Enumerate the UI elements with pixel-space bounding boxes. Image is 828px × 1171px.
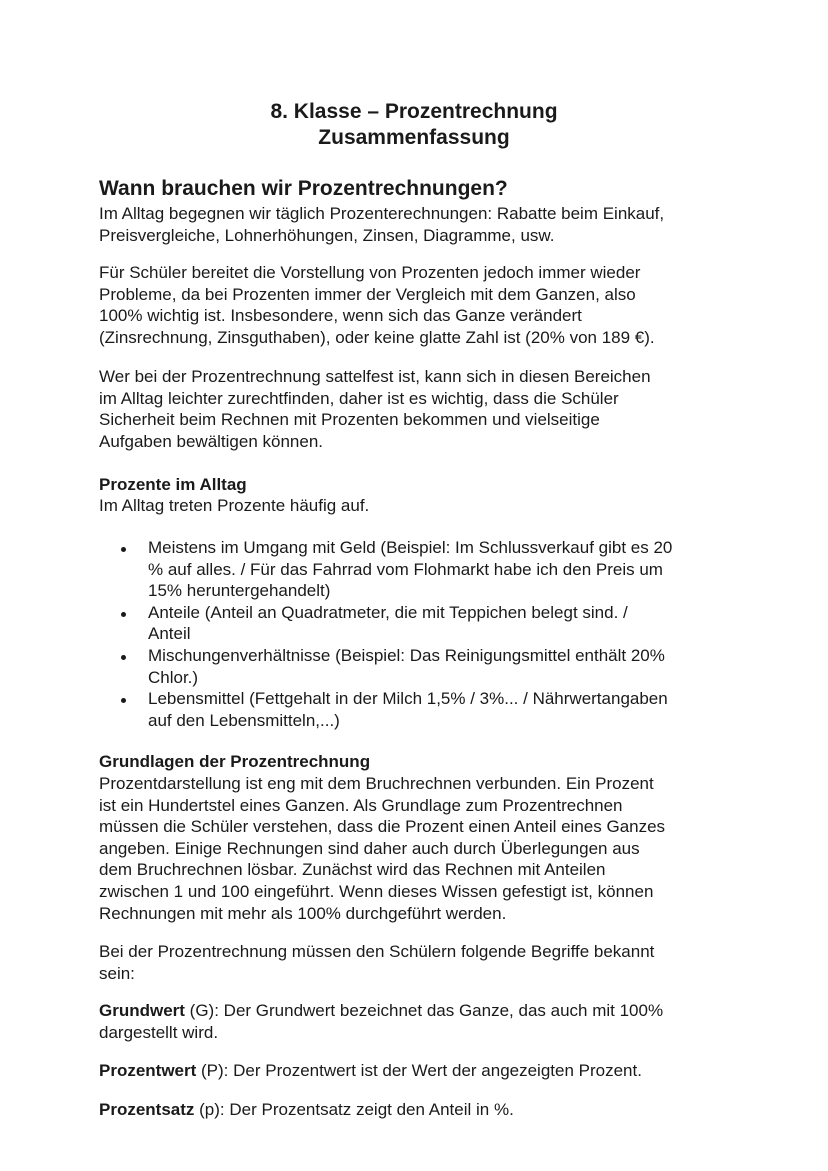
text-line: Lebensmittel (Fettgehalt in der Milch 1,5% / 3%... / Nährwertangaben <box>148 689 668 709</box>
section-heading-why-percent: Wann brauchen wir Prozentrechnungen? <box>99 177 508 200</box>
text-line: 100% wichtig ist. Insbesondere, wenn sich das Ganze verändert <box>99 306 582 326</box>
text-line: 15% heruntergehandelt) <box>148 581 331 601</box>
list-item-text <box>148 645 672 688</box>
text-line: (Zinsrechnung, Zinsguthaben), oder keine glatte Zahl ist (20% von 189 €). <box>99 327 655 347</box>
paragraph-everyday <box>99 203 664 246</box>
section-intro <box>99 495 369 517</box>
text-line: angeben. Einige Rechnungen sind daher auch durch Überlegungen aus <box>99 838 640 858</box>
text-line: müssen die Schüler verstehen, dass die Prozent einen Anteil eines Ganzes <box>99 817 666 837</box>
text-line: zwischen 1 und 100 eingeführt. Wenn dieses Wissen gefestigt ist, können <box>99 881 654 901</box>
text-line: Meistens im Umgang mit Geld (Beispiel: Im Schlussverkauf gibt es 20 <box>148 538 673 557</box>
text-line: ist ein Hundertstel eines Ganzen. Als Grundlage zum Prozentrechnen <box>99 795 623 815</box>
bullet-icon <box>121 612 126 617</box>
paragraph-terms-intro <box>99 941 654 984</box>
bullet-list <box>0 537 672 731</box>
text-line: Aufgaben bewältigen können. <box>99 431 324 451</box>
page-title: 8. Klasse – Prozentrechnung <box>270 100 558 123</box>
list-item <box>0 688 672 731</box>
text-line: dem Bruchrechnen lösbar. Zunächst wird das Rechnen mit Anteilen <box>99 860 606 880</box>
text-line: Rechnungen mit mehr als 100% durchgeführt werden. <box>99 903 507 923</box>
text-line: im Alltag leichter zurechtfinden, daher ist es wichtig, dass die Schüler <box>99 388 619 408</box>
list-item <box>0 645 672 688</box>
text-line: Prozentdarstellung ist eng mit dem Bruchrechnen verbunden. Ein Prozent <box>99 774 654 793</box>
text-line: Mischungenverhältnisse (Beispiel: Das Reinigungsmittel enthält 20% <box>148 645 665 665</box>
term-label: Prozentsatz <box>99 1100 195 1119</box>
text-line: Preisvergleiche, Lohnerhöhungen, Zinsen, Diagramme, usw. <box>99 225 555 245</box>
list-item-text <box>148 688 672 731</box>
list-item <box>0 602 672 645</box>
term-definition-prozentwert <box>99 1060 642 1082</box>
text-line: Bei der Prozentrechnung müssen den Schülern folgende Begriffe bekannt <box>99 942 655 961</box>
text-line: Anteile (Anteil an Quadratmeter, die mit Teppichen belegt sind. / <box>148 602 628 622</box>
bullet-icon <box>121 698 126 703</box>
list-item <box>0 537 672 602</box>
bullet-icon <box>121 655 126 660</box>
text-line: sein: <box>99 963 135 983</box>
text-line: Für Schüler bereitet die Vorstellung von Prozenten jedoch immer wieder <box>99 263 641 282</box>
term-definition-prozentsatz <box>99 1099 514 1121</box>
term-text: (p): Der Prozentsatz zeigt den Anteil in %. <box>194 1100 514 1119</box>
paragraph-basics <box>99 773 665 924</box>
text-line: Im Alltag begegnen wir täglich Prozenterechnungen: Rabatte beim Einkauf, <box>99 204 665 223</box>
section-heading-basics: Grundlagen der Prozentrechnung <box>99 752 371 771</box>
text-line: % auf alles. / Für das Fahrrad vom Flohmarkt habe ich den Preis um <box>148 559 663 579</box>
list-item-text <box>148 602 672 645</box>
term-label: Grundwert <box>99 1001 185 1020</box>
paragraph-importance <box>99 366 651 452</box>
term-text: (G): Der Grundwert bezeichnet das Ganze, das auch mit 100% <box>184 1001 664 1020</box>
page-subtitle: Zusammenfassung <box>318 126 510 149</box>
text-line: Im Alltag treten Prozente häufig auf. <box>99 496 370 515</box>
text-line: Wer bei der Prozentrechnung sattelfest ist, kann sich in diesen Bereichen <box>99 367 651 386</box>
term-label: Prozentwert <box>99 1061 197 1080</box>
list-item-text <box>148 537 672 602</box>
text-line <box>99 1060 642 1082</box>
text-line <box>99 1099 514 1121</box>
paragraph-problems <box>99 262 655 348</box>
text-line: auf den Lebensmitteln,...) <box>148 710 340 730</box>
text-line: Sicherheit beim Rechnen mit Prozenten bekommen und vielseitige <box>99 410 600 430</box>
text-line: Probleme, da bei Prozenten immer der Vergleich mit dem Ganzen, also <box>99 284 636 304</box>
text-line: Anteil <box>148 624 191 644</box>
text-line <box>99 1000 663 1022</box>
term-text: (P): Der Prozentwert ist der Wert der angezeigten Prozent. <box>196 1061 642 1080</box>
text-line: Chlor.) <box>148 667 199 687</box>
term-definition-grundwert <box>99 1000 663 1043</box>
text-line: dargestellt wird. <box>99 1022 219 1042</box>
bullet-icon <box>121 547 126 552</box>
section-heading-everyday-percent: Prozente im Alltag <box>99 475 247 494</box>
